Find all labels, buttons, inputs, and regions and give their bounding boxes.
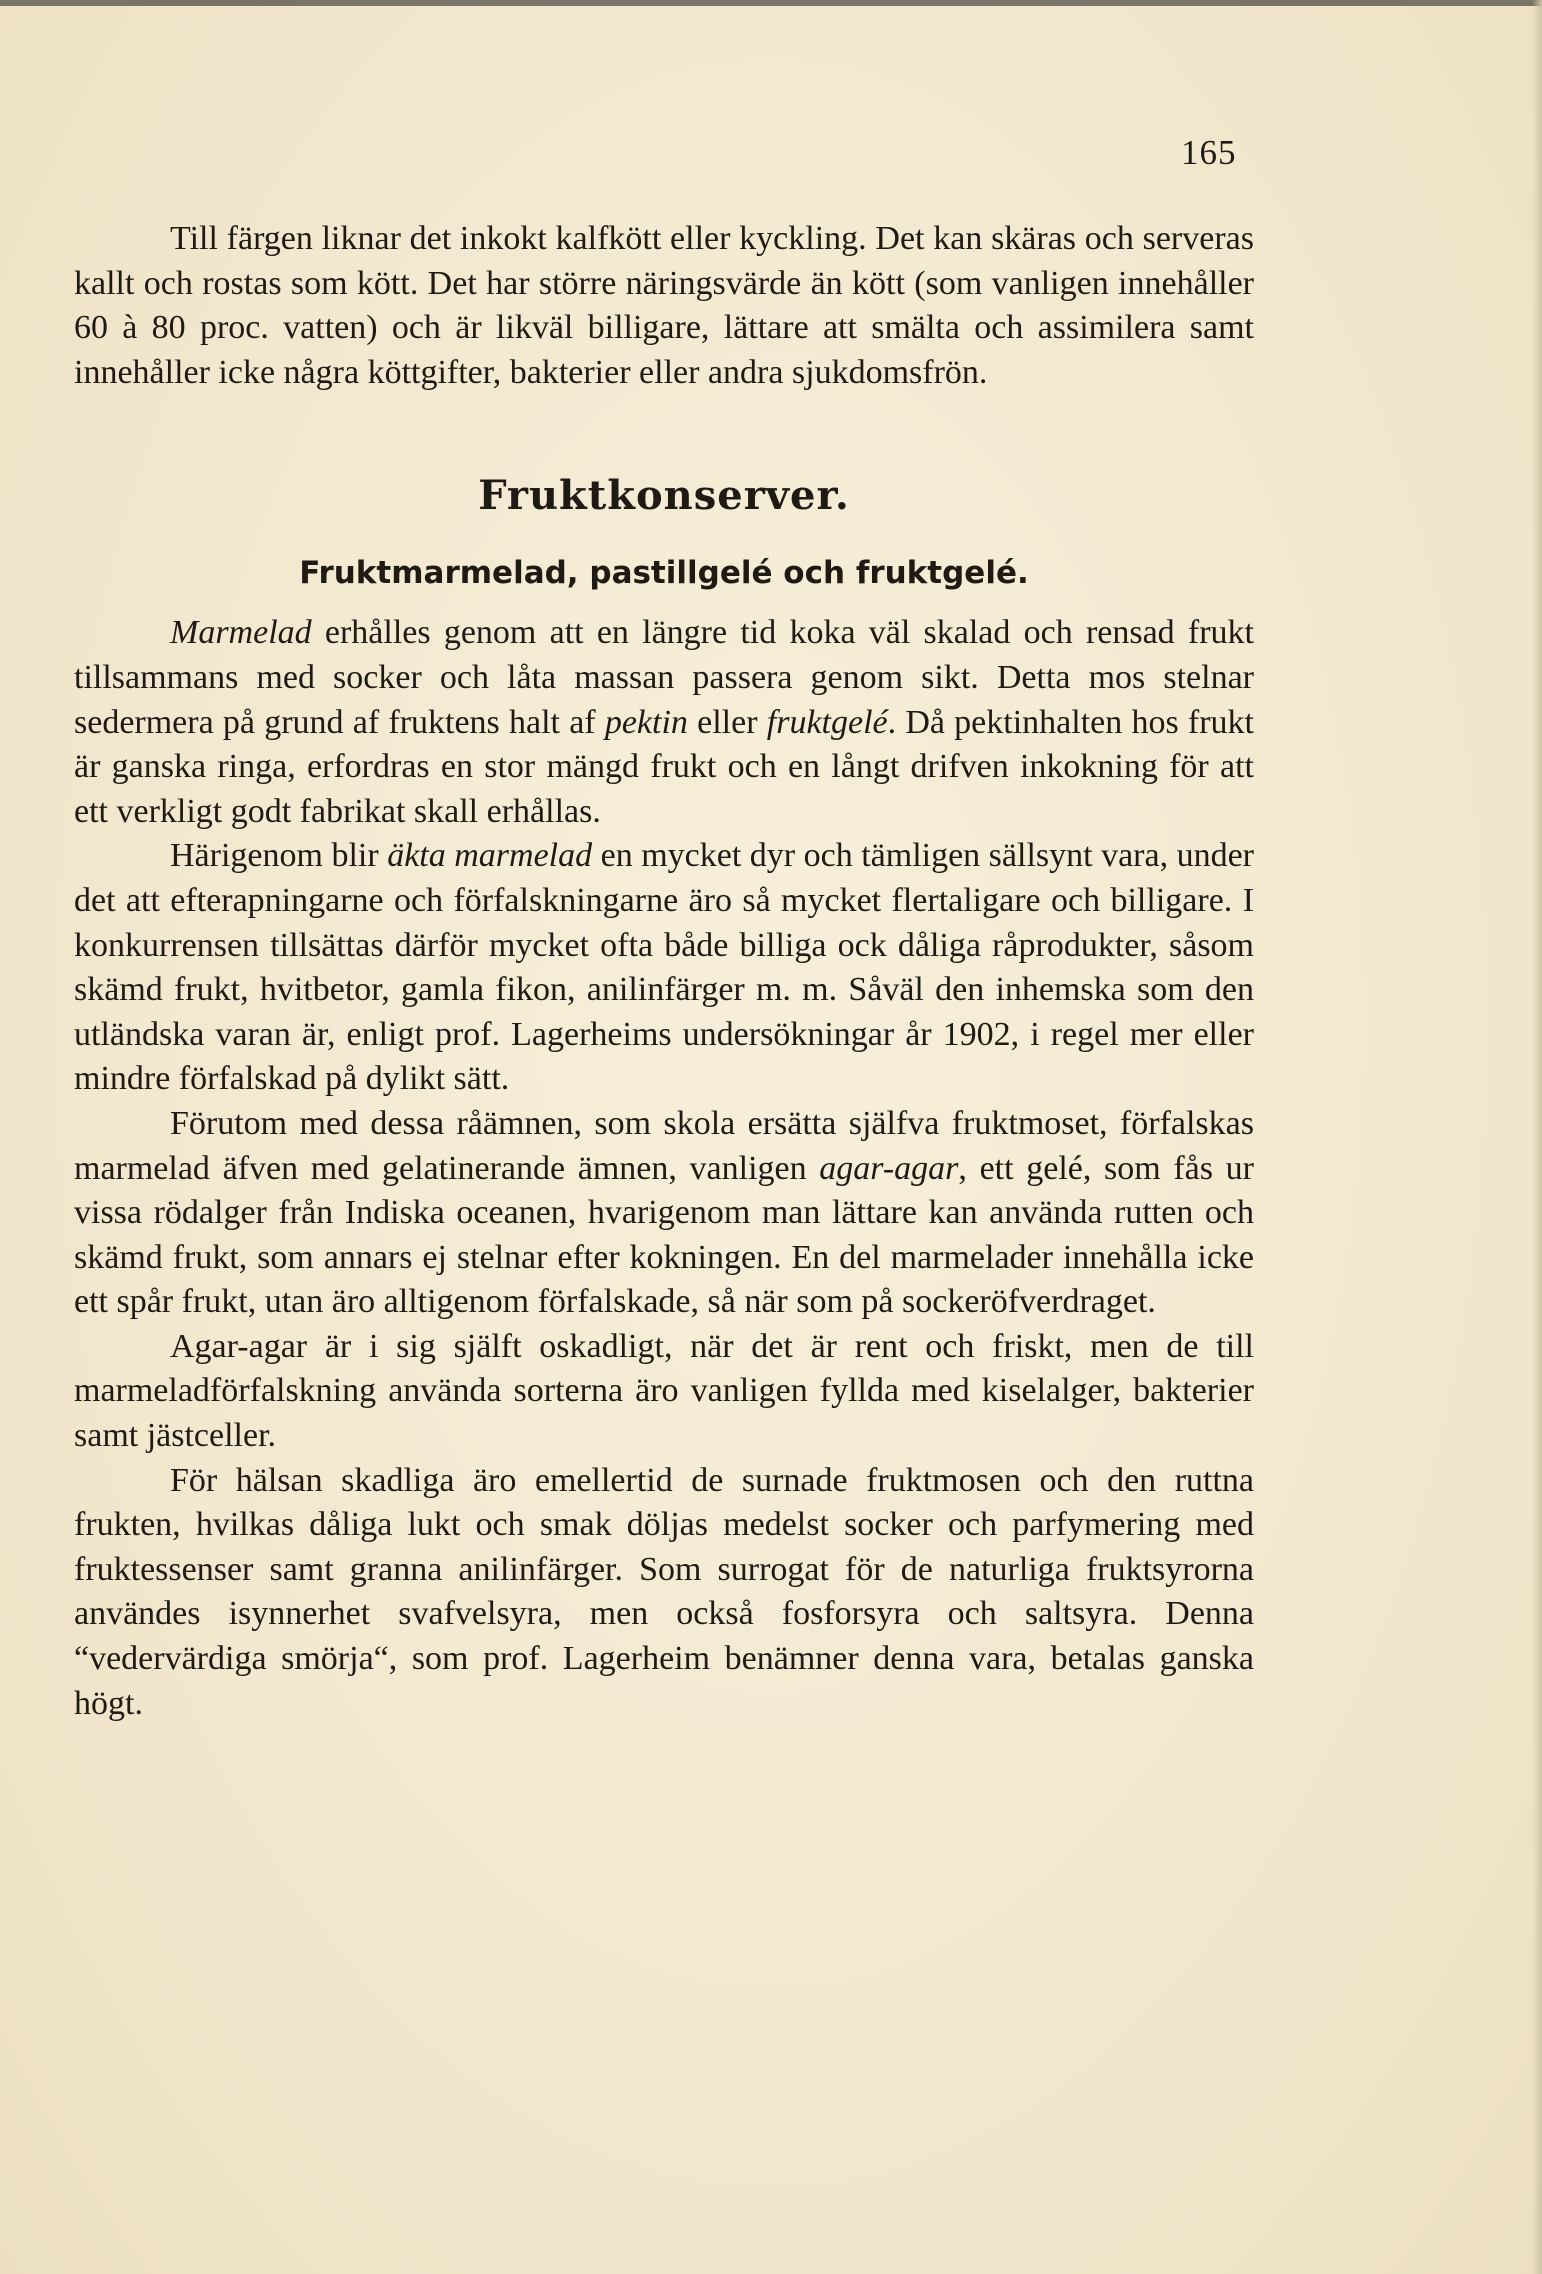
paragraph-text: , ett gelé, som fås ur vissa rödalger från Indiska oceanen, hvarigenom man lättare kan använda rutten och skämd frukt, som annars ej stelnar efter kokningen. En del marmelader innehålla icke ett spår frukt, utan äro alltigenom förfalskade, så när som på sockeröfverdraget. xyxy=(74,1149,1254,1321)
paragraph-text: . Då pektinhalten hos frukt är ganska ringa, erfordras en stor mängd frukt och en långt drifven inkokning för att ett verkligt godt fabrikat skall erhållas. xyxy=(74,703,1254,830)
paragraph-agar-agar: Agar-agar är i sig själft oskadligt, när det är rent och friskt, men de till marmeladförfalskning använda sorterna äro vanligen fyllda med kiselalger, bakterier samt jästceller. xyxy=(74,1327,1254,1455)
paragraph-halsa: För hälsan skadliga äro emellertid de surnade fruktmosen och den ruttna frukten, hvilkas dåliga lukt och smak döljas medelst socker och parfymering med fruktessenser samt granna anilinfärger. Som surrogat för de naturliga fruktsyrorna användes isynnerhet svafvelsyra, men också fosforsyra och saltsyra. Denna “vedervärdiga smörja“, som prof. Lagerheim benämner denna vara, betalas ganska högt. xyxy=(74,1461,1254,1722)
paragraph-forfalskning xyxy=(74,1102,1254,1325)
emphasis-fruktgele: fruktgelé xyxy=(766,703,888,741)
section-title: Fruktkonserver. xyxy=(478,472,850,520)
paragraph-text: en mycket dyr och tämligen sällsynt vara, under det att efterapningarne och förfalskningarne äro så mycket flertaligare och billigare. I konkurrensen tillsättas därför mycket ofta både billiga ock dåliga råprodukter, såsom skämd frukt, hvitbetor, gamla fikon, anilinfärger m. m. Såväl den inhemska som den utländska varan är, enligt prof. Lagerheims undersökningar år 1902, i regel mer eller mindre förfalskad på dylikt sätt. xyxy=(74,837,1254,1098)
emphasis-pektin: pektin xyxy=(604,703,688,741)
emphasis-akta-marmelad: äkta marmelad xyxy=(387,837,593,875)
paragraph-marmelad xyxy=(74,611,1254,834)
page-number: 165 xyxy=(1181,133,1237,172)
paragraph-text: eller xyxy=(687,703,767,741)
paragraph-akta-marmelad xyxy=(74,834,1254,1102)
intro-paragraph: Till färgen liknar det inkokt kalfkött eller kyckling. Det kan skäras och serveras kallt och rostas som kött. Det har större näringsvärde än kött (som vanligen innehåller 60 à 80 proc. vatten) och är likväl billigare, lättare att smälta och assimilera samt innehåller icke några köttgifter, bakterier eller andra sjukdomsfrön. xyxy=(74,220,1254,391)
emphasis-agar-agar: agar-agar xyxy=(819,1149,959,1187)
section-subtitle: Fruktmarmelad, pastillgelé och fruktgelé. xyxy=(299,555,1029,592)
page-body xyxy=(74,217,1254,1726)
emphasis-marmelad: Marmelad xyxy=(170,614,312,652)
paragraph-text: Härigenom blir xyxy=(170,837,388,875)
paragraph-text: Förutom med dessa råämnen, som skola ersätta själfva fruktmoset, förfalskas marmelad äfven med gelatinerande ämnen, vanligen xyxy=(74,1104,1254,1187)
paragraph-text: erhålles genom att en längre tid koka väl skalad och rensad frukt tillsammans med socker och låta massan passera genom sikt. Detta mos stelnar sedermera på grund af fruktens halt af xyxy=(74,614,1254,741)
